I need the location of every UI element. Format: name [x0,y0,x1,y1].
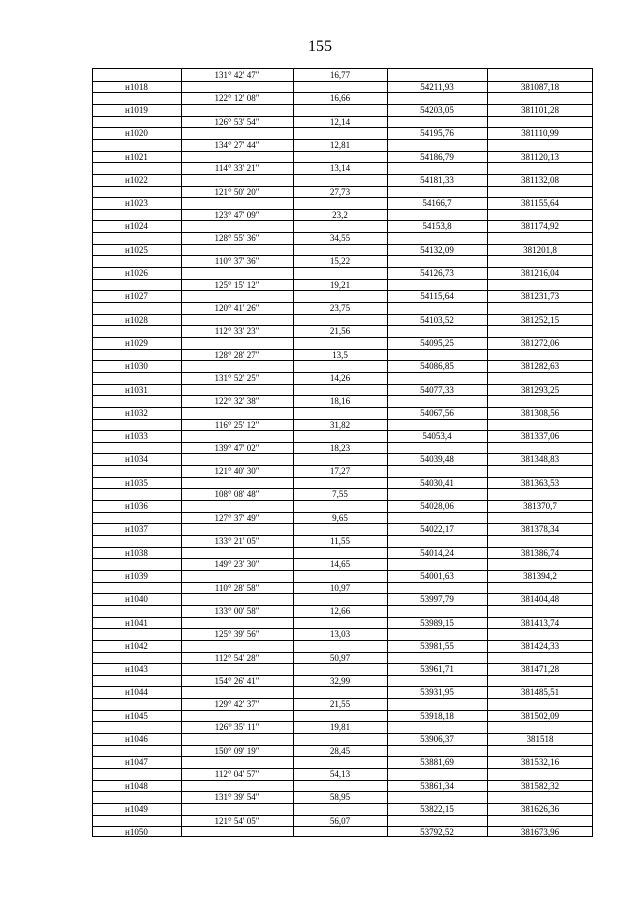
segment-angle: 116° 25' 12" [214,419,260,430]
coordinate-x: 54195,76 [420,128,454,139]
coordinate-y: 381132,08 [521,174,559,185]
coordinate-y: 381337,06 [520,431,560,442]
segment-angle: 112° 33' 23" [214,326,260,337]
segment-angle: 121° 50' 20" [214,186,260,197]
coordinate-x: 54103,52 [420,314,454,325]
segment-distance: 12,14 [329,116,351,127]
segment-angle: 131° 39' 54" [214,792,260,803]
coordinate-x: 54030,41 [420,477,454,488]
segment-angle: 112° 54' 28" [214,652,260,663]
segment-distance: 23,75 [329,303,351,313]
coordinate-x: 54126,73 [420,268,454,279]
coordinate-y: 381308,56 [520,407,560,418]
coordinate-y: 381413,74 [520,617,560,628]
segment-angle: 126° 53' 54" [214,116,260,127]
segment-distance: 54,13 [329,769,351,779]
coordinate-y: 381110,99 [521,128,559,139]
coordinate-y: 381404,48 [520,594,560,605]
coordinate-y: 381252,15 [520,314,560,325]
segment-distance: 9,65 [332,512,348,523]
coordinate-y: 381502,09 [520,710,560,721]
coordinate-y: 381673,96 [520,827,560,838]
point-name: н1038 [125,547,148,558]
segment-angle: 123° 47' 09" [214,209,260,220]
coordinate-y: 381370,7 [523,501,557,512]
segment-distance: 18,16 [329,396,351,407]
segment-distance: 21,56 [329,326,351,337]
segment-angle: 133° 21' 05" [214,536,260,546]
point-name: н1036 [125,501,148,512]
segment-angle: 149° 23' 30" [214,559,260,570]
coordinate-x: 54039,48 [420,454,454,465]
point-name: н1021 [125,151,148,162]
segment-distance: 58,95 [329,792,351,803]
coordinate-y: 381518 [526,734,554,745]
segment-distance: 16,66 [329,93,351,104]
point-name: н1039 [125,570,148,581]
page-number: 155 [308,38,332,55]
coordinate-y: 381272,06 [520,337,560,348]
segment-angle: 108° 08' 48" [214,489,260,500]
segment-distance: 23,2 [332,209,348,220]
segment-angle: 125° 15' 12" [214,279,260,290]
segment-distance: 15,22 [329,256,351,267]
segment-angle: 125° 39' 56" [214,629,260,640]
segment-angle: 128° 55' 36" [214,233,260,244]
point-name: н1031 [125,384,148,395]
point-name: н1026 [125,268,148,279]
point-name: н1035 [125,477,148,488]
point-name: н1023 [125,198,148,209]
segment-distance: 31,82 [329,419,351,430]
coordinate-y: 381201,8 [523,244,557,255]
segment-angle: 126° 35' 11" [214,722,260,733]
coordinate-x: 54115,64 [420,291,454,302]
coordinate-x: 54067,56 [420,407,454,418]
segment-angle: 122° 12' 08" [214,93,260,104]
segment-angle: 114° 33' 21" [214,163,260,174]
coordinate-x: 54022,17 [420,524,454,535]
segment-distance: 27,73 [329,186,351,197]
point-name: н1028 [125,314,148,325]
coordinate-x: 53961,71 [420,664,454,675]
point-name: н1043 [125,664,148,675]
segment-angle: 139° 47' 02" [214,442,260,453]
point-name: н1044 [125,687,148,698]
coordinate-y: 381394,2 [523,570,557,581]
segment-angle: 131° 42' 47" [214,70,260,80]
segment-distance: 21,55 [329,699,351,710]
point-name: н1020 [125,128,148,139]
coordinate-x: 54186,79 [420,151,454,162]
coordinate-y: 381174,92 [521,221,559,232]
coordinate-y: 381532,16 [520,757,560,768]
segment-angle: 129° 42' 37" [214,699,260,710]
point-name: н1049 [125,803,148,814]
coordinate-y: 381293,25 [520,384,560,395]
coordinate-x: 53881,69 [420,757,454,768]
point-name: н1034 [125,454,148,465]
segment-distance: 14,26 [329,372,351,383]
coordinate-x: 54203,05 [420,104,454,115]
point-name: н1046 [125,734,148,745]
segment-distance: 10,97 [329,582,351,593]
point-name: н1033 [125,431,148,442]
segment-distance: 13,14 [329,163,351,174]
segment-angle: 122° 32' 38" [214,396,260,407]
coordinate-x: 53906,37 [420,734,454,745]
coordinate-y: 381471,28 [520,664,560,675]
coordinate-y: 381626,36 [520,803,560,814]
segment-distance: 34,55 [329,233,351,244]
coordinate-y: 381348,83 [520,454,560,465]
segment-distance: 18,23 [329,442,351,453]
coordinate-y: 381087,18 [520,81,560,92]
point-name: н1027 [125,291,148,302]
coordinate-x: 54211,93 [420,81,454,92]
coordinate-x: 54001,63 [420,570,454,581]
segment-angle: 121° 54' 05" [214,815,260,826]
point-name: н1047 [125,757,148,768]
coordinate-y: 381363,53 [520,477,560,488]
segment-angle: 110° 37' 36" [214,256,260,267]
point-name: н1022 [125,174,148,185]
point-name: н1029 [125,337,148,348]
segment-angle: 120° 41' 26" [214,303,260,313]
coordinate-x: 54166,7 [422,198,452,209]
point-name: н1032 [125,407,148,418]
coordinate-x: 54028,06 [420,501,454,512]
segment-distance: 11,55 [330,536,350,546]
coordinate-x: 54095,25 [420,337,454,348]
point-name: н1037 [125,524,148,535]
point-name: н1018 [125,81,148,92]
segment-distance: 14,65 [329,559,351,570]
segment-distance: 13,03 [329,629,351,640]
coordinate-x: 53981,55 [420,640,454,651]
segment-angle: 154° 26' 41" [214,675,260,686]
coordinate-x: 53861,34 [420,780,454,791]
coordinate-x: 53822,15 [420,803,454,814]
segment-distance: 19,81 [329,722,351,733]
segment-distance: 28,45 [329,745,351,756]
segment-distance: 16,77 [329,70,351,80]
segment-angle: 134° 27' 44" [214,139,260,150]
coordinate-y: 381386,74 [520,547,560,558]
coordinate-y: 381101,28 [521,104,559,115]
point-name: н1040 [125,594,148,605]
coordinate-y: 381155,64 [521,198,559,209]
coordinate-y: 381231,73 [520,291,560,302]
coordinate-x: 54086,85 [420,361,454,372]
coordinate-y: 381378,34 [520,524,560,535]
point-name: н1042 [125,640,148,651]
point-name: н1019 [125,104,148,115]
segment-distance: 56,07 [329,815,351,826]
segment-angle: 150° 09' 19" [214,745,260,756]
coordinate-x: 54181,33 [420,174,454,185]
segment-distance: 17,27 [329,466,351,477]
segment-distance: 12,66 [329,605,351,616]
segment-angle: 121° 40' 30" [214,466,260,477]
coordinate-x: 53918,18 [420,710,454,721]
coordinate-y: 381216,04 [520,268,560,279]
coordinate-y: 381485,51 [520,687,560,698]
coordinate-x: 54077,33 [420,384,454,395]
segment-distance: 12,81 [329,139,351,150]
segment-distance: 13,5 [332,349,348,360]
segment-distance: 50,97 [329,652,351,663]
segment-angle: 110° 28' 58" [214,582,260,593]
coordinate-y: 381424,33 [520,640,560,651]
coordinate-x: 53792,52 [420,827,454,838]
coordinate-x: 54153,8 [422,221,452,232]
point-name: н1025 [125,244,148,255]
segment-angle: 112° 04' 57" [214,769,260,779]
coordinate-x: 53989,15 [420,617,454,628]
coordinate-y: 381282,63 [520,361,560,372]
segment-distance: 19,21 [329,279,351,290]
point-name: н1048 [125,780,148,791]
segment-angle: 131° 52' 25" [214,372,260,383]
point-name: н1024 [125,221,148,232]
segment-distance: 7,55 [332,489,348,500]
coordinate-x: 53997,79 [420,594,454,605]
coordinate-x: 54053,4 [422,431,452,442]
point-name: н1045 [125,710,148,721]
coordinate-x: 54014,24 [420,547,454,558]
segment-angle: 127° 37' 49" [214,512,260,523]
point-name: н1041 [125,617,148,628]
coordinate-x: 54132,09 [420,244,454,255]
point-name: н1050 [125,827,148,838]
segment-angle: 133° 00' 58" [214,605,260,616]
coordinates-table [92,68,593,837]
coordinate-y: 381120,13 [521,151,559,162]
segment-angle: 128° 28' 27" [214,349,260,360]
segment-distance: 32,99 [329,675,351,686]
point-name: н1030 [125,361,148,372]
coordinate-x: 53931,95 [420,687,454,698]
coordinate-y: 381582,32 [520,780,560,791]
